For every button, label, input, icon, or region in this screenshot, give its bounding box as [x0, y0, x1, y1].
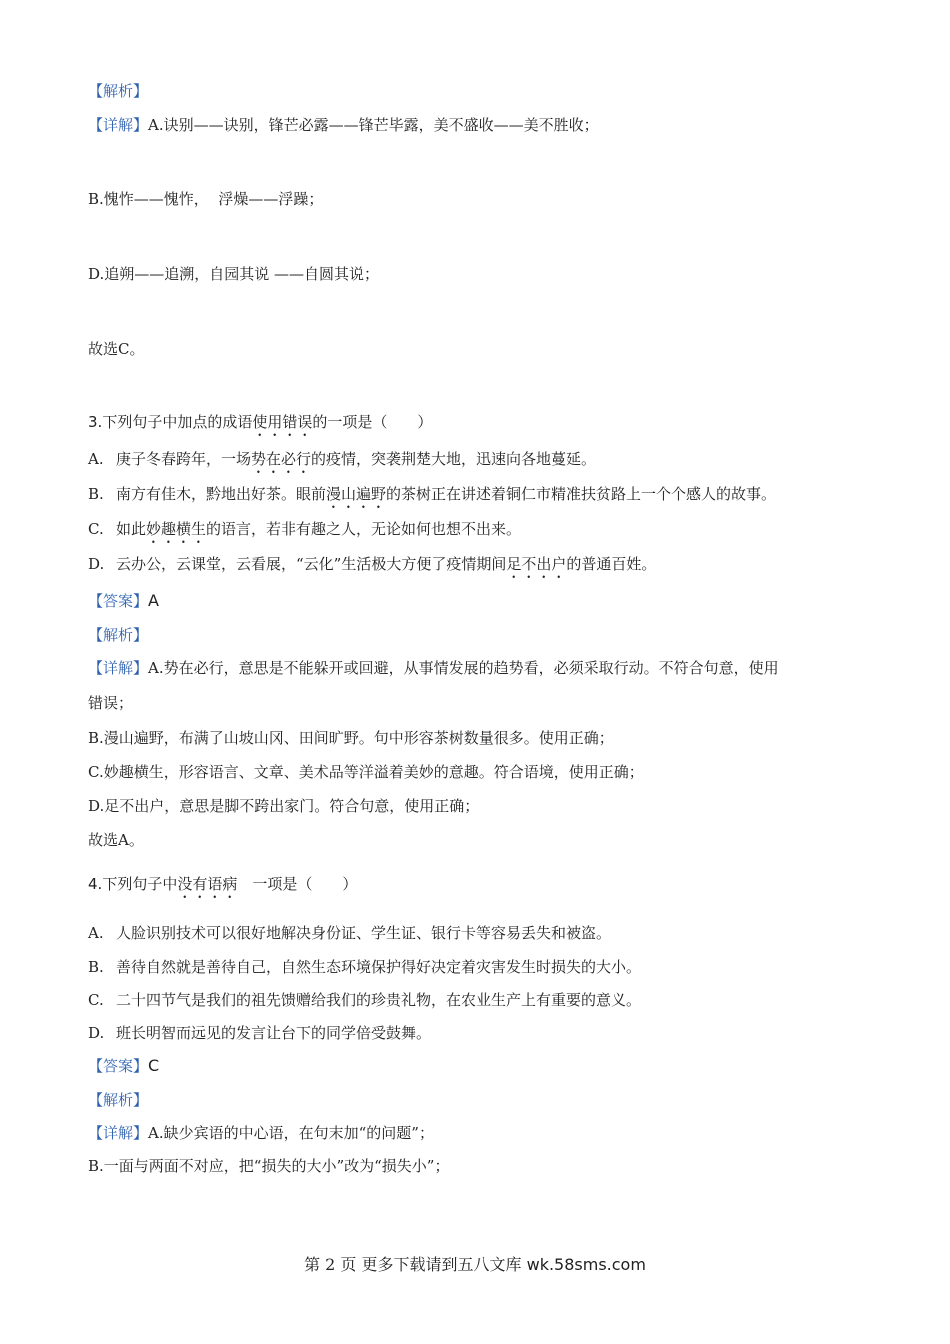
q4-jiexi-label: 【解析】 [88, 1091, 149, 1109]
q2-conclusion: 故选C。 [88, 340, 145, 358]
q3-stem: 3.下列句子中加点的成语使用错误的一项是（ ） [88, 413, 433, 431]
q2-detail-d: D.追朔——追溯，自园其说 ——自圆其说； [88, 265, 380, 283]
q3-conclusion: 故选A。 [88, 831, 144, 849]
q4-detail-b: B.一面与两面不对应，把“损失的大小”改为“损失小”； [88, 1157, 450, 1175]
q4-stem: 4.下列句子中没有语病 一项是（ ） [88, 875, 358, 893]
q3-detail-b: B.漫山遍野，布满了山坡山冈、田间旷野。句中形容茶树数量很多。使用正确； [88, 729, 614, 747]
q3-answer: 【答案】A [88, 591, 159, 610]
q3-detail-d: D.足不出户，意思是脚不跨出家门。符合句意，使用正确； [88, 797, 480, 815]
q3-detail-a-1: 【详解】A.势在必行，意思是不能躲开或回避，从事情发展的趋势看，必须采取行动。不符合句意，使用 [88, 659, 779, 677]
q2-jiexi-label: 【解析】 [88, 82, 149, 100]
q2-detail-b: B.愧怍——愧怍， 浮燥——浮躁； [88, 190, 324, 208]
q4-option-b: B. 善待自然就是善待自己，自然生态环境保护得好决定着灾害发生时损失的大小。 [88, 958, 642, 976]
q4-option-c: C. 二十四节气是我们的祖先馈赠给我们的珍贵礼物，在农业生产上有重要的意义。 [88, 991, 642, 1009]
q3-detail-a-2: 错误； [88, 694, 134, 712]
q3-option-c: C. 如此妙趣横生的语言，若非有趣之人，无论如何也想不出来。 [88, 520, 522, 538]
q4-option-a: A. 人脸识别技术可以很好地解决身份证、学生证、银行卡等容易丢失和被盗。 [88, 924, 612, 942]
q4-answer: 【答案】C [88, 1056, 160, 1075]
q3-option-a: A. 庚子冬春跨年，一场势在必行的疫情，突袭荆楚大地，迅速向各地蔓延。 [88, 450, 597, 468]
q4-detail-a: 【详解】A.缺少宾语的中心语，在句末加“的问题”； [88, 1124, 434, 1142]
page-footer [0, 1254, 950, 1276]
q3-detail-c: C.妙趣横生，形容语言、文章、美术品等洋溢着美妙的意趣。符合语境，使用正确； [88, 763, 644, 781]
q4-option-d: D. 班长明智而远见的发言让台下的同学倍受鼓舞。 [88, 1024, 432, 1042]
footer-page-text: 第 2 页 更多下载请到五八文库 [304, 1255, 527, 1274]
q3-option-d: D. 云办公，云课堂，云看展，“云化”生活极大方便了疫情期间足不出户的普通百姓。 [88, 555, 657, 573]
q3-jiexi-label: 【解析】 [88, 626, 149, 644]
footer-site-link[interactable]: wk.58sms.com [526, 1255, 646, 1274]
q3-option-b: B. 南方有佳木，黔地出好茶。眼前漫山遍野的茶树正在讲述着铜仁市精准扶贫路上一个个感人的故事。 [88, 485, 777, 503]
q2-detail-a: 【详解】A.诀别——诀别，锋芒必露——锋芒毕露，美不盛收——美不胜收； [88, 116, 599, 134]
